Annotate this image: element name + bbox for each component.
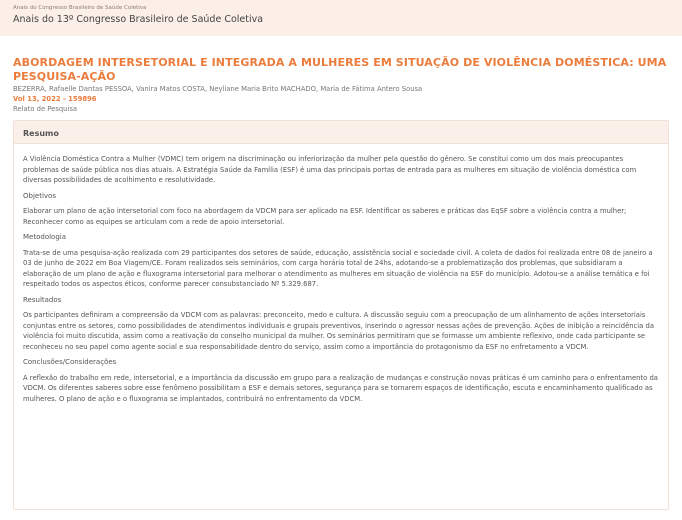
- conclusoes-heading: Conclusões/Considerações: [23, 358, 117, 366]
- resumo-panel: [13, 120, 669, 510]
- objetivos-heading: Objetivos: [23, 191, 56, 200]
- proceedings-subtitle[interactable]: Anais do Congresso Brasileiro de Saúde Coletiva: [13, 5, 147, 11]
- metodologia-text: Trata-se de uma pesquisa-ação realizada com 29 participantes dos setores de saúde, educação, assistência social e sociedade civil. A coleta de dados foi realizada entre 08 de janeiro a 03 de junho de 2022 em Boa Viagem/CE. Foram realizados seis seminários, com carga horária total de 24hs, adotando-se a problematização dos problemas, que subsidiaram a elaboração de um plano de ação e fluxograma intersetorial para melhorar o atendimento as mulheres em situação de violência na ESF do município. Adotou-se a análise temática e foi respeitado todos os aspectos éticos, conforme parecer consubstanciado Nº 5.329.687.: [23, 248, 653, 288]
- article: [0, 36, 682, 510]
- proceedings-header: [0, 0, 682, 36]
- article-type: Relato de Pesquisa: [13, 105, 78, 113]
- metodologia-heading: Metodologia: [23, 233, 67, 241]
- resumo-header: [14, 121, 668, 144]
- article-title: ABORDAGEM INTERSETORIAL E INTEGRADA A MULHERES EM SITUAÇÃO DE VIOLÊNCIA DOMÉSTICA: UMA PESQUISA-AÇÃO: [13, 56, 667, 83]
- resultados-heading: Resultados: [23, 295, 62, 304]
- objetivos-text: Elaborar um plano de ação intersetorial com foco na abordagem da VDCM para ser aplicado na ESF. Identificar os saberes e práticas das EqSF sobre a violência contra a mulher; Reconhecer como as equipes se articulam com a rede de apoio intersetorial.: [23, 207, 627, 226]
- resultados-text: Os participantes definiram a compreensão da VDCM com as palavras: preconceito, medo e cultura. A discussão seguiu com a preocupação de um alinhamento de ações intersetoriais conjuntas entre os setores, como possibilidades de atendimentos individuais e grupais preventivos, inserindo o agressor nessas ações de prevenção. Ações de inibição a reincidência da violência foi muito discutida, assim como a reativação do conselho municipal da mulher. Os seminários permitiram que se formasse um ambiente reflexivo, onde cada participante se reconheceu no seu papel como agente social e sua responsabilidade dentro do serviço, assim como a importância do protagonismo da ESF no enfretamento a VDCM.: [23, 311, 654, 351]
- article-authors: BEZERRA, Rafaelle Dantas PESSOA, Vanira Matos COSTA, Neyliane Maria Brito MACHADO, Maria de Fátima Antero Sousa: [13, 85, 423, 93]
- resumo-heading: Resumo: [23, 129, 59, 138]
- resumo-body: [14, 144, 668, 404]
- article-volume: Vol 13, 2022 - 159896: [13, 95, 97, 103]
- conclusoes-text: A reflexão do trabalho em rede, intersetorial, e a importância da discussão em grupo para a realização de mudanças e construção novas práticas é um caminho para o enfrentamento da VDCM. Os diferentes saberes sobre esse fenômeno possibilitam a ESF e demais setores, segurança para se tornarem espaços de identificação, escuta e encaminhamento qualificado as mulheres. O plano de ação e o fluxograma se implantados, contribuirá no enfrentamento da VDCM.: [23, 373, 658, 403]
- proceedings-title[interactable]: Anais do 13º Congresso Brasileiro de Saúde Coletiva: [13, 14, 264, 25]
- resumo-intro: A Violência Doméstica Contra a Mulher (VDMC) tem origem na discriminação ou inferiorização da mulher pela questão do gênero. Se constitui como um dos mais preocupantes problemas de saúde pública nos dias atuais. A Estratégia Saúde da Família (ESF) é uma das principais portas de entrada para as mulheres em situação de violência doméstica com diversas possibilidades de acolhimento e resolutividade.: [23, 155, 637, 184]
